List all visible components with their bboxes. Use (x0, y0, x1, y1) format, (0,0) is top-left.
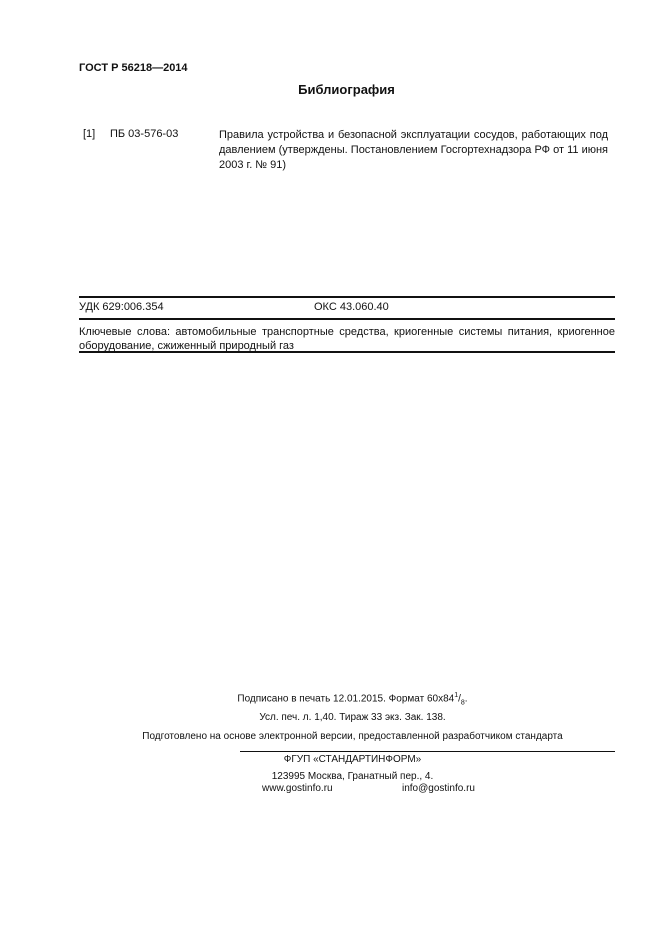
publisher-website: www.gostinfo.ru (262, 783, 333, 794)
udk-code: УДК 629:006.354 (79, 301, 164, 313)
publisher-address: 123995 Москва, Гранатный пер., 4. (271, 771, 434, 782)
imprint-prepared: Подготовлено на основе электронной версии, предоставленной разработчиком стандарта (142, 731, 563, 742)
imprint-signed-text: Подписано в печать 12.01.2015. Формат 60х84 (237, 693, 455, 705)
bibliography-code: ПБ 03-576-03 (110, 128, 179, 140)
divider-top (79, 296, 615, 298)
keywords: Ключевые слова: автомобильные транспортные средства, криогенные системы питания, криогенное оборудование, сжиженный природный газ (79, 326, 615, 352)
page-title: Библиография (298, 82, 395, 97)
bibliography-text: Правила устройства и безопасной эксплуатации сосудов, работающих под давлением (утверждены. Постановлением Госгортехнадзора РФ от 11 июня 2003 г. № 91) (219, 129, 608, 171)
bibliography-number: [1] (83, 128, 96, 140)
publisher-name: ФГУП «СТАНДАРТИНФОРМ» (283, 754, 422, 765)
divider-bottom (79, 351, 615, 353)
imprint-divider (240, 751, 615, 752)
imprint-signed: Подписано в печать 12.01.2015. Формат $60х84^1/_8$. (237, 692, 468, 707)
standard-header: ГОСТ Р 56218—2014 (79, 62, 188, 74)
format-end: . (464, 693, 468, 705)
divider-middle (79, 318, 615, 320)
publisher-email: info@gostinfo.ru (402, 783, 475, 794)
oks-code: ОКС 43.060.40 (314, 301, 389, 313)
format-sup: 1 (454, 692, 459, 699)
format-sub: 8 (460, 699, 465, 707)
imprint-print-info: Усл. печ. л. 1,40. Тираж 33 экз. Зак. 138. (259, 712, 446, 723)
